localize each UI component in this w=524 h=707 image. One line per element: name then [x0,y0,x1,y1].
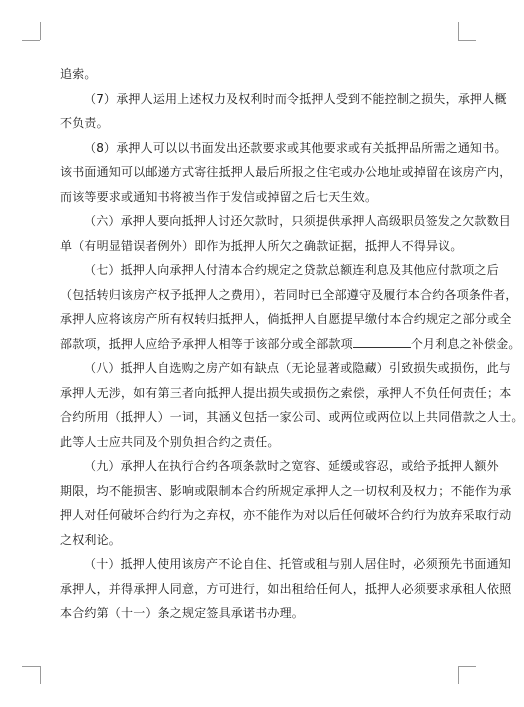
crop-mark-bottom-left-h [22,666,40,667]
text-line: 单（有明显错误者例外）即作为抵押人所欠之确款证据，抵押人不得异议。 [60,238,463,253]
text-line: （十）抵押人使用该房产不论自住、托管或租与别人居住时，必须预先书面通知 [84,557,512,571]
text-line: 期限，均不能损害、影响或限制本合约所规定承押人之一切权利及权力；不能作为承 [60,483,512,498]
paragraph-clause-8 [60,136,512,210]
text-line: （8）承押人可以以书面发出还款要求或其他要求或有关抵押品所需之通知书。 [84,140,507,155]
crop-mark-top-right-h [458,40,476,41]
text-line: （六）承押人要向抵押人讨还欠款时，只须提供承押人高级职员签发之欠款数目 [84,214,512,228]
crop-mark-bottom-right-v [458,666,459,684]
text-line-with-blank [60,332,521,357]
paragraph-section-8 [60,356,524,454]
text-line: 合约所用（抵押人）一词，其涵义包括一家公司、或两位或两位以上共同借款之人士。 [60,410,524,424]
text-line: 追索。 [60,67,97,81]
text-line: （7）承押人运用上述权力及权利时而令抵押人受到不能控制之损失，承押人概 [84,91,507,106]
text-line: 押人对任何破坏合约行为之弃权，亦不能作为对以后任何破坏合约行为放弃采取行动 [60,508,512,522]
crop-mark-top-left-v [40,22,41,40]
text-line: 本合约第（十一）条之规定签具承诺书办理。 [60,606,305,620]
paragraph-section-10 [60,552,512,626]
crop-mark-top-left-h [22,40,40,41]
text-line: 而该等要求或通知书将被当作于发信或掉留之后七天生效。 [60,189,378,204]
crop-mark-bottom-right-h [458,666,476,667]
crop-mark-bottom-left-v [40,666,41,684]
text-line: 之权利论。 [60,532,122,547]
crop-mark-top-right-v [458,22,459,40]
text-line: 承押人应将该房产所有权转归抵押人，倘抵押人自愿提早缴付本合约规定之部分或全 [60,312,512,326]
paragraph-section-6 [60,209,512,258]
text-line: （八）抵押人自选购之房产如有缺点（无论显著或隐藏）引致损失或损伤，此与 [84,361,512,375]
text-segment: 个月利息之补偿金。 [410,336,521,351]
paragraph-clause-7 [60,87,507,136]
text-line: 不负责。 [60,116,109,130]
text-segment: 部款项，抵押人应给予承押人相等于该部分或全部款项 [60,336,353,351]
text-line: 承押人无涉，如有第三者向抵押人提出损失或损伤之索偿，承押人不负任何责任；本 [60,385,512,400]
text-line: （九）承押人在执行合约各项条款时之宽容、延缓或容忍，或给予抵押人额外 [84,459,499,473]
text-line: 承押人，并得承押人同意，方可进行，如出租给任何人，抵押人必须要求承租人依照 [60,581,512,596]
fill-in-blank [353,336,411,348]
text-line: 此等人士应共同及个别负担合约之责任。 [60,434,280,449]
paragraph-continuation [60,62,445,87]
document-body [60,62,524,626]
paragraph-section-7 [60,258,521,356]
text-line: （包括转归该房产权予抵押人之费用），若同时已全部遵守及履行本合约各项条件者， [60,287,518,302]
paragraph-section-9 [60,454,512,552]
text-line: 该书面通知可以邮递方式寄往抵押人最后所报之住宅或办公地址或掉留在该房产内， [60,165,512,179]
text-line: （七）抵押人向承押人付清本合约规定之贷款总额连利息及其他应付款项之后 [84,263,499,277]
